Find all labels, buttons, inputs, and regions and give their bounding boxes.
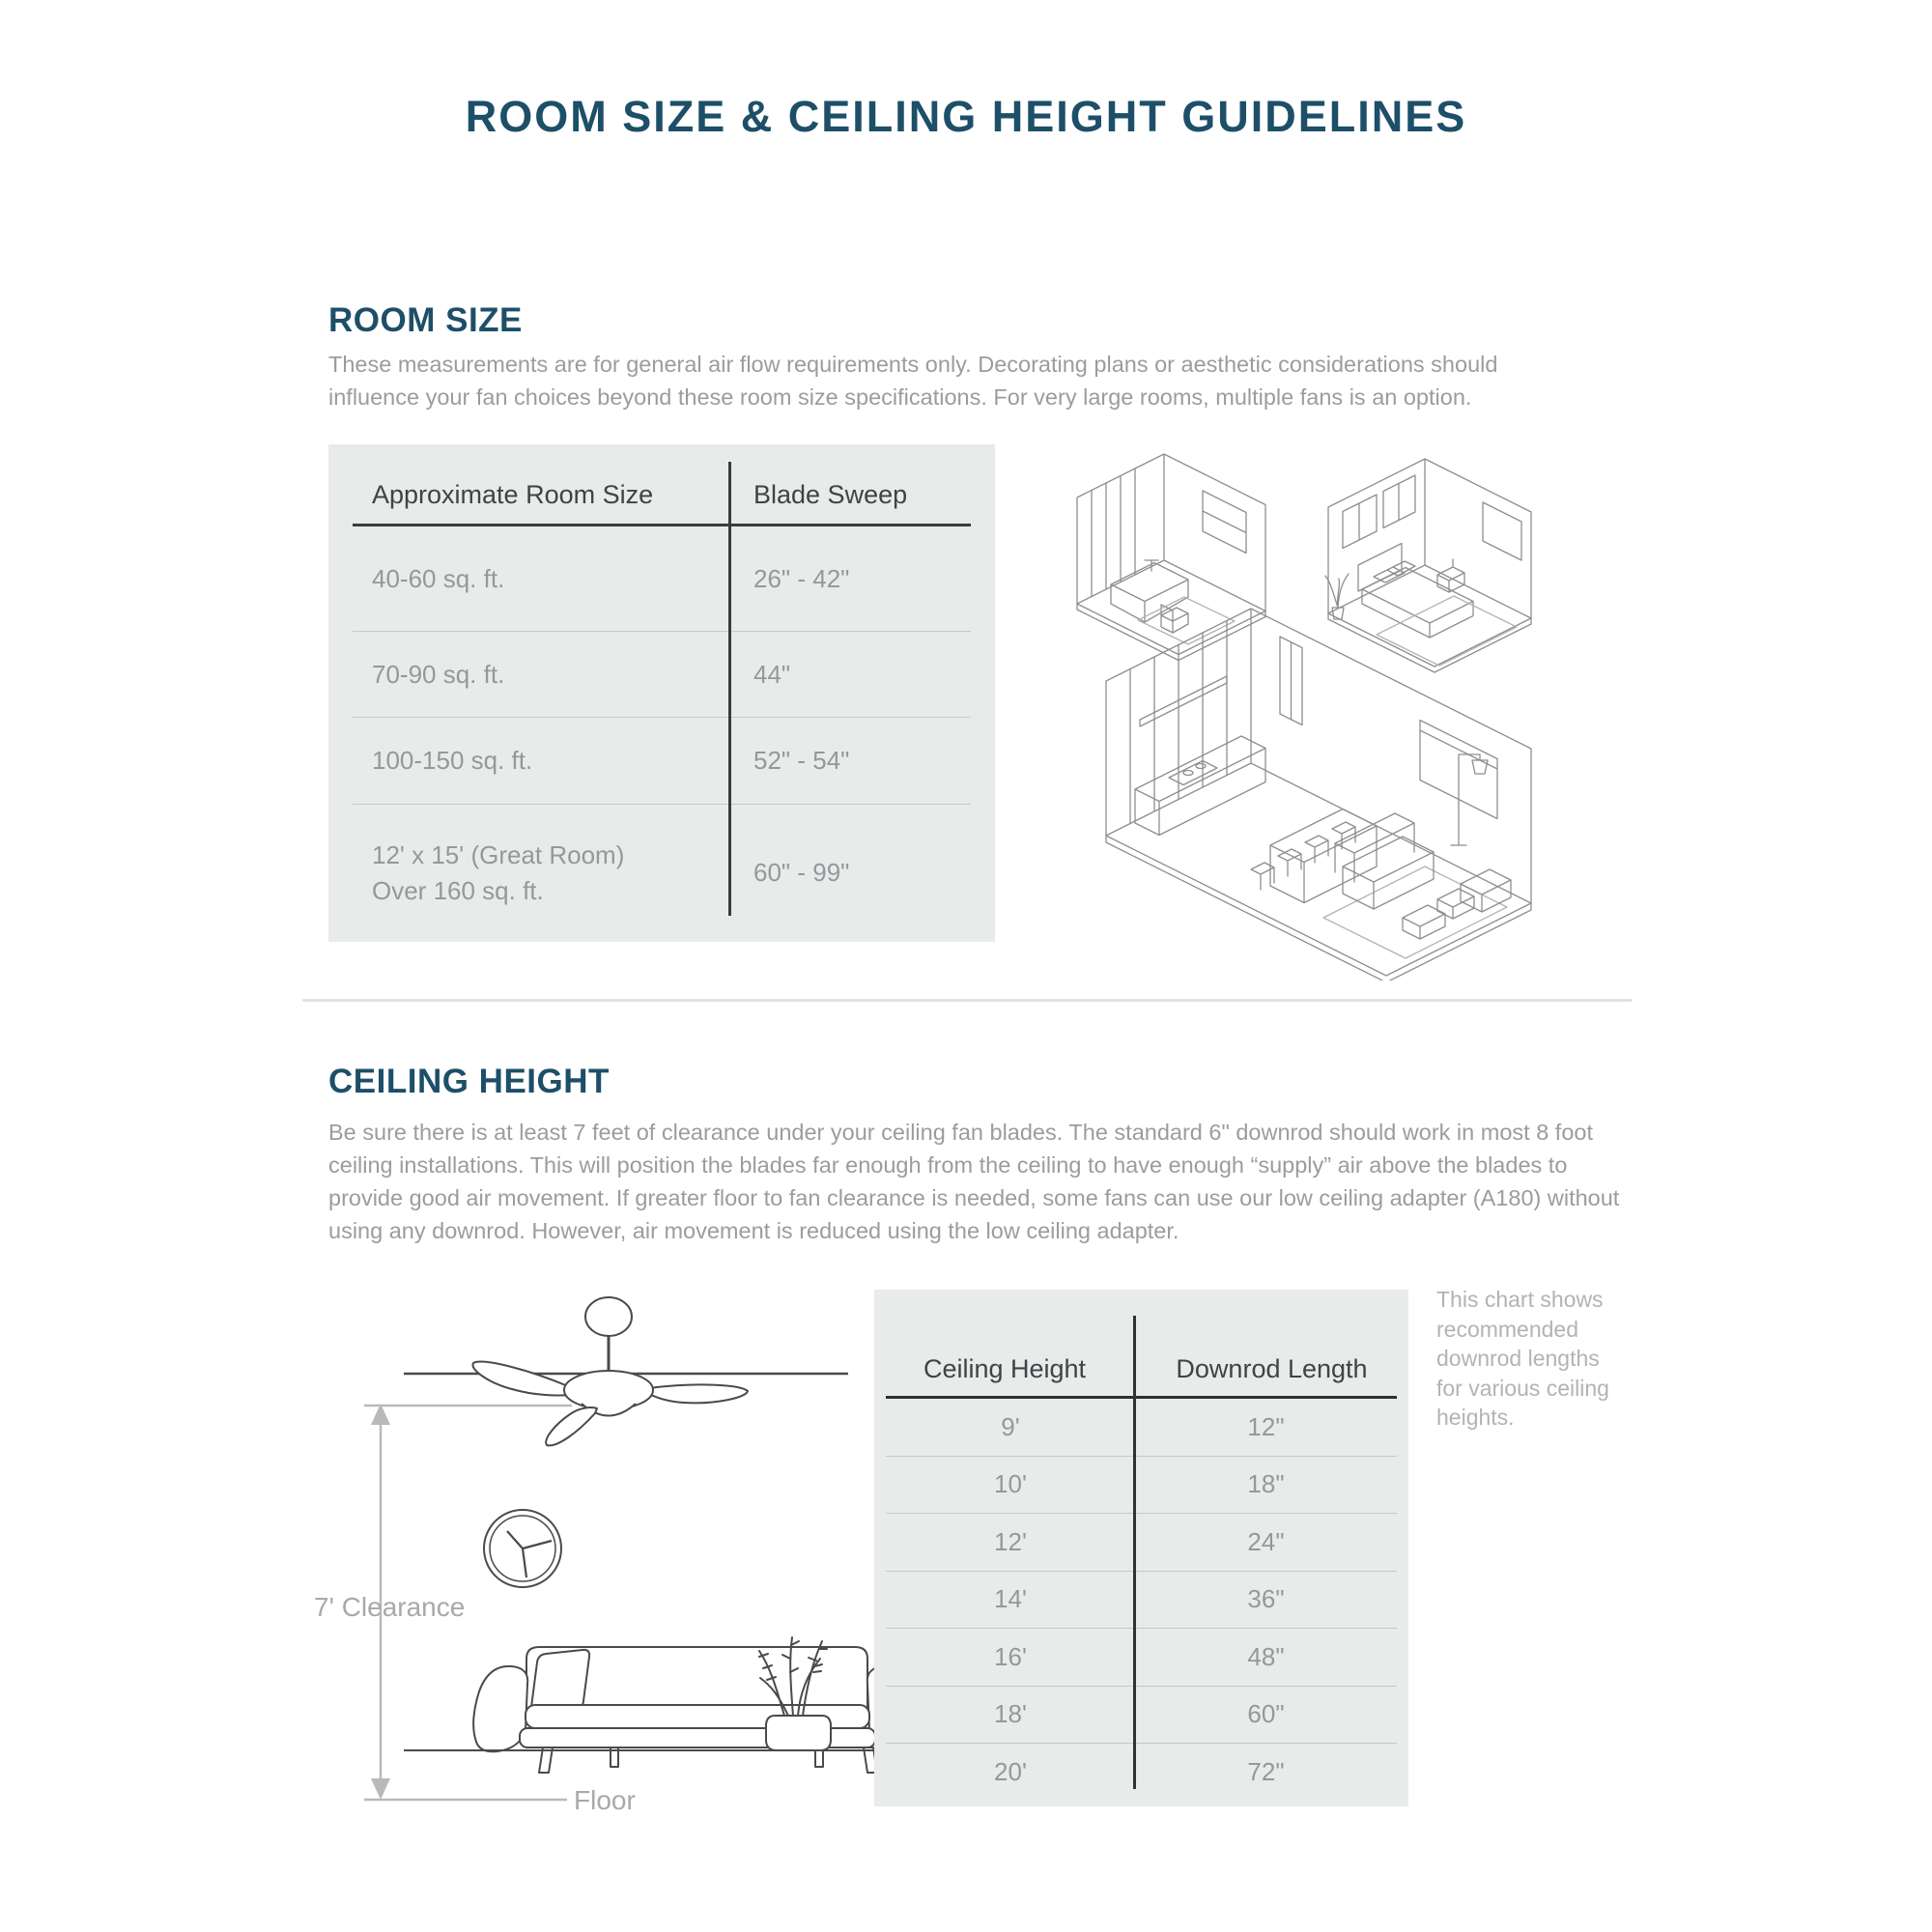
- table-row: [353, 632, 971, 718]
- table-row: [886, 1744, 1397, 1802]
- room-size-description: These measurements are for general air flow requirements only. Decorating plans or aesthetic considerations should influence your fan choices beyond these room size specifications. For very large rooms, multiple fans is an option.: [328, 352, 1498, 410]
- fan-clearance-diagram: [290, 1290, 927, 1831]
- ceiling-height-value: 9': [1001, 1411, 1020, 1441]
- clearance-label: 7' Clearance: [314, 1592, 466, 1622]
- column-header-downrod-length: Downrod Length: [1176, 1354, 1368, 1383]
- table-row: [886, 1572, 1397, 1630]
- table-row: [353, 526, 971, 632]
- table-row: [886, 1629, 1397, 1687]
- floor-label: Floor: [574, 1785, 636, 1815]
- room-size-value: 40-60 sq. ft.: [372, 563, 505, 593]
- downrod-length-value: 72": [1247, 1757, 1285, 1787]
- rooms-isometric-illustration: [1043, 430, 1565, 980]
- column-header-ceiling-height: Ceiling Height: [923, 1354, 1087, 1383]
- room-size-table-header: [353, 444, 971, 526]
- table-row: [353, 718, 971, 805]
- downrod-note: This chart shows recommended downrod lengths for various ceiling heights.: [1436, 1287, 1609, 1430]
- room-size-value: 70-90 sq. ft.: [372, 659, 505, 689]
- ceiling-height-heading: CEILING HEIGHT: [328, 1063, 610, 1100]
- ceiling-fan-icon: [472, 1297, 748, 1445]
- ceiling-table-header: [874, 1290, 1408, 1396]
- room-size-value: 12' x 15' (Great Room): [372, 839, 625, 869]
- room-size-value: 100-150 sq. ft.: [372, 746, 533, 775]
- table-row: [886, 1687, 1397, 1745]
- downrod-length-value: 18": [1247, 1469, 1285, 1499]
- downrod-length-value: 12": [1247, 1411, 1285, 1441]
- ceiling-table-body: [886, 1399, 1397, 1802]
- ceiling-height-description: Be sure there is at least 7 feet of clearance under your ceiling fan blades. The standard 6" downrod should work in most 8 foot ceiling installations. This will position the blades far enough from the ceiling to have enough “supply” air above the blades to provide good air movement. If greater floor to fan clearance is needed, some fans can use our low ceiling adapter (A180) without using any downrod. However, air movement is reduced using the low ceiling adapter.: [328, 1120, 1620, 1243]
- table-row: 12' x 15' (Great Room) Over 160 sq. ft. 60" - 99": [353, 805, 971, 941]
- ceiling-height-value: 10': [994, 1469, 1027, 1499]
- section-divider: [302, 999, 1633, 1002]
- table-row: [886, 1399, 1397, 1457]
- ceiling-height-value: 16': [994, 1641, 1027, 1671]
- ceiling-height-value: 18': [994, 1699, 1027, 1729]
- table-column-divider: [728, 462, 731, 916]
- ceiling-height-table: [874, 1290, 1408, 1806]
- column-header-room-size: Approximate Room Size: [372, 480, 654, 509]
- downrod-length-value: 36": [1247, 1584, 1285, 1614]
- sofa-icon: [473, 1647, 922, 1773]
- downrod-length-value: 48": [1247, 1641, 1285, 1671]
- table-column-divider: [1133, 1316, 1136, 1789]
- bedroom-illustration: [1325, 459, 1531, 672]
- table-row: [886, 1514, 1397, 1572]
- downrod-length-value: 60": [1247, 1699, 1285, 1729]
- column-header-blade-sweep: Blade Sweep: [753, 480, 908, 509]
- ceiling-height-value: 14': [994, 1584, 1027, 1614]
- blade-sweep-value: 52" - 54": [753, 746, 850, 775]
- page-title: ROOM SIZE & CEILING HEIGHT GUIDELINES: [465, 92, 1467, 141]
- ceiling-height-value: 12': [994, 1526, 1027, 1556]
- room-size-heading: ROOM SIZE: [328, 301, 523, 339]
- blade-sweep-value: 44": [753, 659, 791, 689]
- small-room-illustration: [1077, 454, 1265, 661]
- downrod-length-value: 24": [1247, 1526, 1285, 1556]
- ceiling-height-value: 20': [994, 1757, 1027, 1787]
- wall-clock-icon: [484, 1510, 561, 1587]
- blade-sweep-value: 60" - 99": [753, 858, 850, 887]
- room-size-table: [328, 444, 995, 942]
- living-room-illustration: [1106, 609, 1531, 980]
- table-row: [886, 1457, 1397, 1515]
- blade-sweep-value: 26" - 42": [753, 563, 850, 593]
